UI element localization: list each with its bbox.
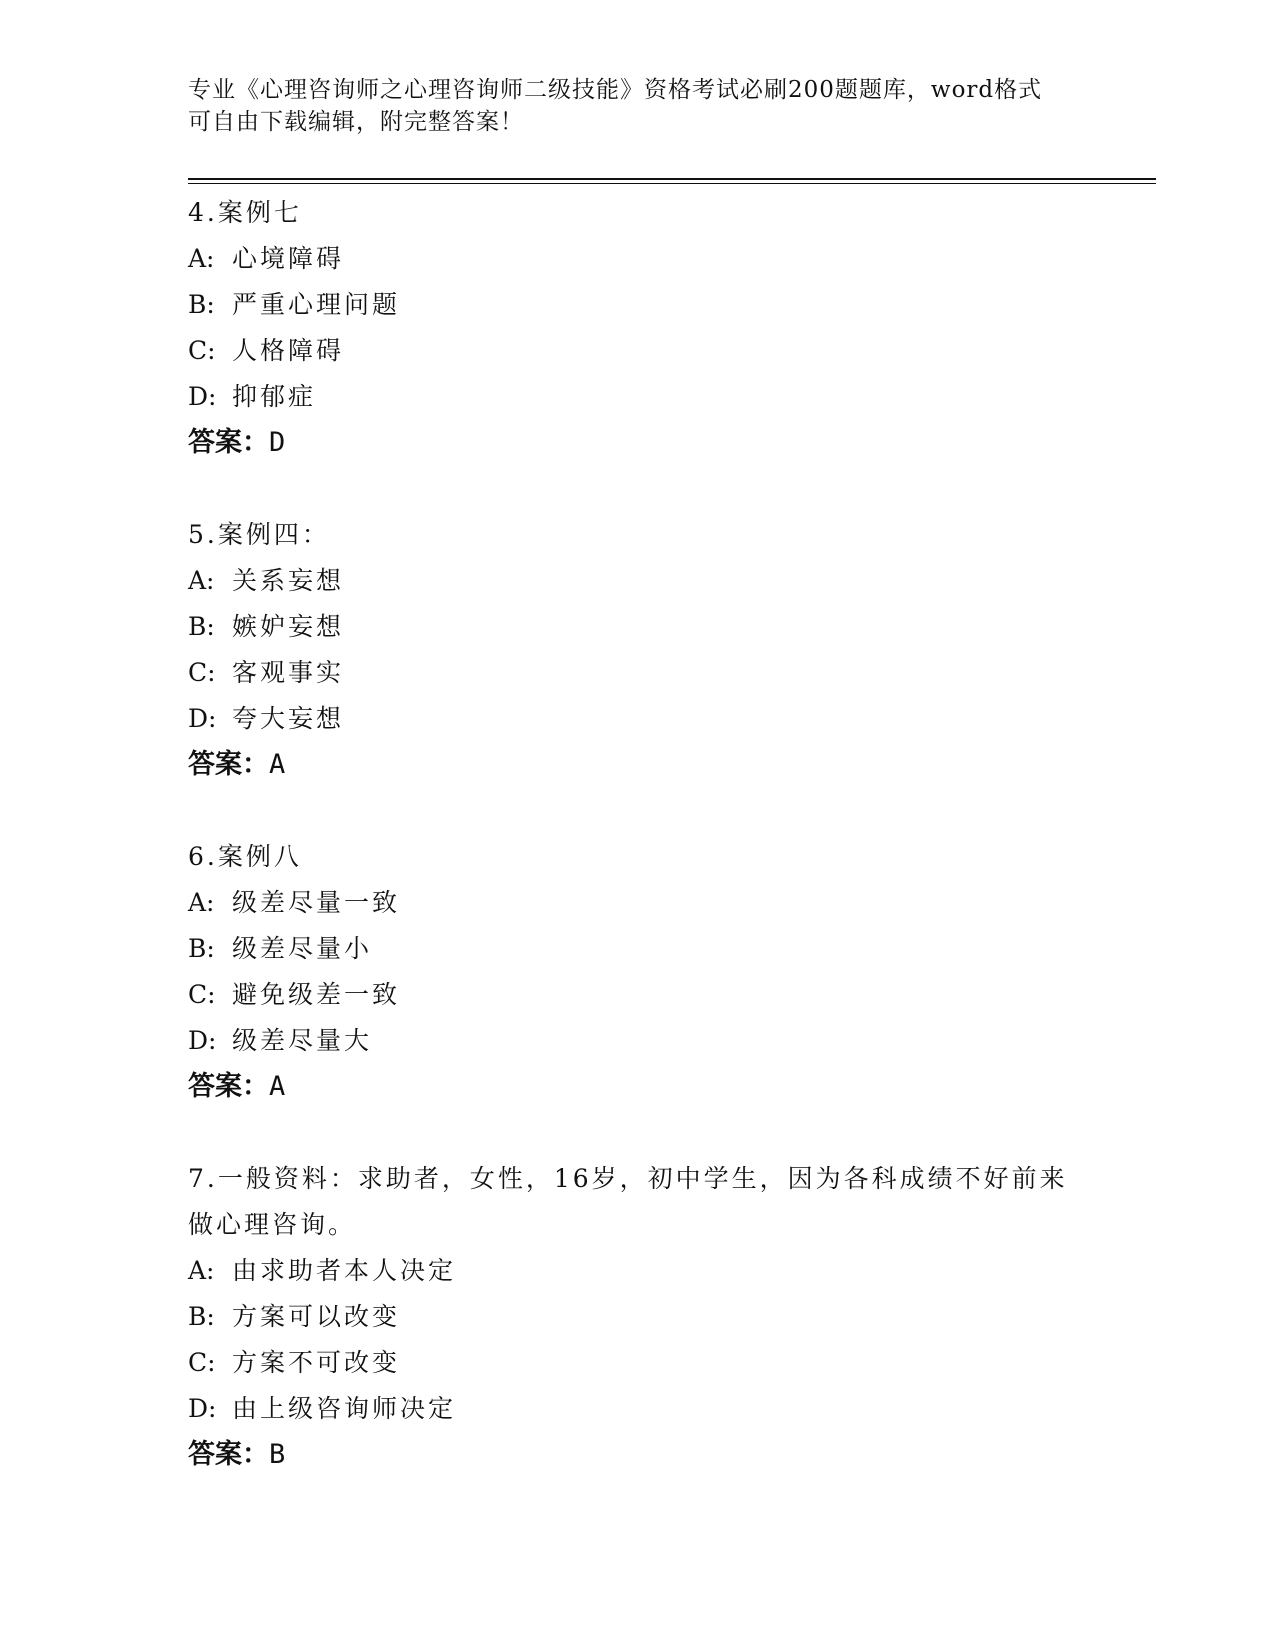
answer-value: B [269,1439,286,1470]
option-c [188,972,1088,1018]
answer-label: 答案： [188,427,269,458]
header-line-2: 可自由下载编辑，附完整答案！ [188,109,524,135]
option-text: 夸大妄想 [232,704,345,733]
option-a [188,880,1088,926]
option-text: 关系妄想 [232,566,345,595]
option-a [188,1248,1088,1294]
question-number: 6. [188,842,218,871]
option-text: 严重心理问题 [232,290,401,319]
option-a [188,558,1088,604]
option-b [188,926,1088,972]
question-6 [188,834,1088,1110]
option-d [188,374,1088,420]
option-letter: D: [188,1394,217,1423]
question-5 [188,512,1088,788]
question-stem [188,834,1088,880]
option-letter: D: [188,1026,217,1055]
answer-value: A [269,749,286,780]
question-number: 5. [188,520,218,549]
option-d [188,696,1088,742]
option-letter: C: [188,658,216,687]
header-divider-thick [188,178,1156,180]
option-letter: C: [188,1348,216,1377]
answer-label: 答案： [188,1071,269,1102]
question-stem [188,1156,1088,1248]
option-text: 由求助者本人决定 [232,1256,457,1285]
question-text: 一般资料：求助者，女性，16岁，初中学生，因为各科成绩不好前来做心理咨询。 [188,1164,1068,1239]
option-letter: B: [188,1302,215,1331]
answer-line [188,1064,1088,1110]
answer-line [188,742,1088,788]
option-b [188,1294,1088,1340]
option-letter: C: [188,980,216,1009]
option-letter: A: [188,1256,215,1285]
answer-value: D [269,427,286,458]
option-text: 嫉妒妄想 [232,612,345,641]
question-list [188,190,1088,1524]
option-letter: A: [188,244,215,273]
option-b [188,604,1088,650]
option-text: 心境障碍 [232,244,345,273]
option-letter: A: [188,888,215,917]
option-letter: B: [188,290,215,319]
question-text: 案例七 [217,198,302,227]
question-number: 7. [188,1164,218,1193]
option-text: 级差尽量一致 [232,888,401,917]
option-d [188,1386,1088,1432]
document-header [188,74,1068,138]
question-7 [188,1156,1088,1478]
question-4 [188,190,1088,466]
question-text: 案例八 [217,842,302,871]
option-d [188,1018,1088,1064]
option-b [188,282,1088,328]
header-divider-thin [188,183,1156,184]
option-letter: C: [188,336,216,365]
answer-line [188,1432,1088,1478]
option-a [188,236,1088,282]
option-text: 人格障碍 [232,336,345,365]
option-letter: D: [188,704,217,733]
option-letter: D: [188,382,217,411]
question-stem [188,190,1088,236]
option-text: 客观事实 [232,658,345,687]
header-line-1: 专业《心理咨询师之心理咨询师二级技能》资格考试必刷200题题库，word格式 [188,77,1043,103]
option-text: 方案可以改变 [232,1302,401,1331]
option-text: 方案不可改变 [232,1348,401,1377]
option-text: 级差尽量大 [232,1026,373,1055]
option-text: 避免级差一致 [232,980,401,1009]
option-text: 由上级咨询师决定 [232,1394,457,1423]
option-c [188,650,1088,696]
option-text: 抑郁症 [232,382,317,411]
option-text: 级差尽量小 [232,934,373,963]
question-number: 4. [188,198,218,227]
answer-line [188,420,1088,466]
option-letter: B: [188,934,215,963]
option-c [188,328,1088,374]
answer-label: 答案： [188,749,269,780]
question-stem [188,512,1088,558]
question-text: 案例四： [217,520,330,549]
answer-label: 答案： [188,1439,269,1470]
option-c [188,1340,1088,1386]
answer-value: A [269,1071,286,1102]
option-letter: B: [188,612,215,641]
option-letter: A: [188,566,215,595]
